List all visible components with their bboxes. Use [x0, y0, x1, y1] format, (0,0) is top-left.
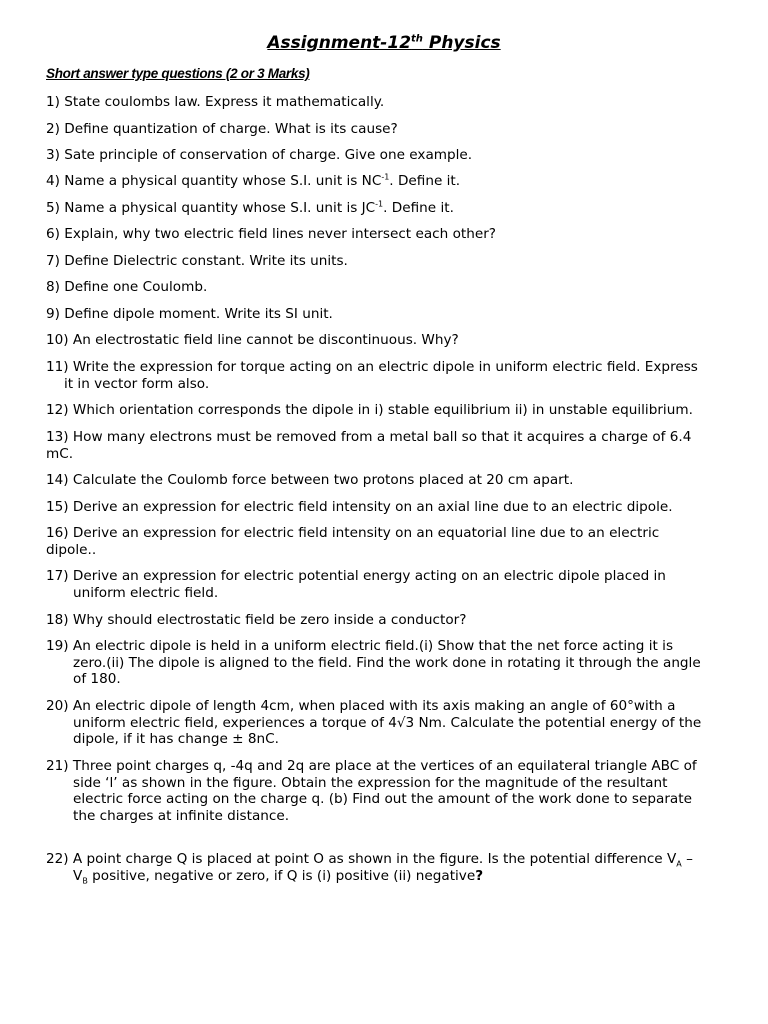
title-superscript: th — [411, 33, 423, 45]
question-22-subscript-b: B — [82, 876, 88, 886]
question-22-line-1 — [46, 851, 736, 868]
question-19-line-3: of 180. — [73, 671, 121, 687]
question-22-line-2 — [46, 868, 736, 885]
title-suffix: Physics — [422, 33, 501, 53]
question-11-line-1: 11) Write the expression for torque acting on an electric dipole in uniform electric field. Express — [46, 359, 698, 375]
question-22-text-2: positive, negative or zero, if Q is (i) positive (ii) negative — [87, 867, 476, 884]
question-6: 6) Explain, why two electric field lines never intersect each other? — [46, 226, 496, 242]
question-5-superscript: -1 — [375, 199, 384, 209]
question-13-line-2: mC. — [46, 445, 74, 462]
question-22-dash: – — [681, 851, 693, 867]
question-8: 8) Define one Coulomb. — [46, 279, 208, 295]
question-5 — [46, 200, 736, 217]
question-17 — [46, 568, 736, 601]
question-7: 7) Define Dielectric constant. Write its units. — [46, 253, 348, 269]
question-4-tail: . Define it. — [389, 173, 461, 189]
question-21-line-1: 21) Three point charges q, -4q and 2q are place at the vertices of an equilateral triangle ABC of — [46, 758, 697, 774]
question-13 — [46, 429, 736, 462]
question-11-line-2: it in vector form also. — [64, 375, 210, 392]
section-heading: Short answer type questions (2 or 3 Marks) — [46, 66, 310, 81]
title-prefix: Assignment-12 — [267, 33, 412, 53]
question-22-text: 22) A point charge Q is placed at point O as shown in the figure. Is the potential difference V — [46, 851, 677, 867]
question-22 — [46, 851, 736, 884]
question-1: 1) State coulombs law. Express it mathematically. — [46, 94, 385, 110]
question-16 — [46, 525, 736, 558]
question-20 — [46, 698, 736, 748]
question-20-line-2: uniform electric field, experiences a torque of 4√3 Nm. Calculate the potential energy of the — [73, 714, 702, 731]
question-17-line-1: 17) Derive an expression for electric potential energy acting on an electric dipole placed in — [46, 568, 666, 584]
question-13-line-1: 13) How many electrons must be removed from a metal ball so that it acquires a charge of 6.4 — [46, 429, 692, 445]
question-2: 2) Define quantization of charge. What is its cause? — [46, 121, 398, 137]
question-17-line-2: uniform electric field. — [73, 584, 219, 601]
question-4-superscript: -1 — [381, 172, 390, 182]
page-title — [0, 33, 768, 53]
question-16-line-2: dipole.. — [46, 541, 97, 558]
question-22-v: V — [73, 867, 83, 884]
question-20-line-1: 20) An electric dipole of length 4cm, when placed with its axis making an angle of 60°with a — [46, 698, 676, 714]
question-18: 18) Why should electrostatic field be zero inside a conductor? — [46, 612, 467, 628]
question-16-line-1: 16) Derive an expression for electric field intensity on an equatorial line due to an electric — [46, 525, 660, 541]
question-22-question-mark: ? — [475, 867, 484, 884]
question-22-subscript-a: A — [676, 859, 682, 869]
question-5-text: 5) Name a physical quantity whose S.I. unit is JC — [46, 200, 376, 216]
question-14: 14) Calculate the Coulomb force between two protons placed at 20 cm apart. — [46, 472, 574, 488]
question-12: 12) Which orientation corresponds the dipole in i) stable equilibrium ii) in unstable equilibrium. — [46, 402, 693, 418]
question-21 — [46, 758, 736, 824]
question-21-line-2: side ‘l’ as shown in the figure. Obtain the expression for the magnitude of the resultant — [73, 774, 668, 791]
question-20-line-3: dipole, if it has change ± 8nC. — [73, 731, 279, 747]
question-10: 10) An electrostatic field line cannot be discontinuous. Why? — [46, 332, 459, 348]
question-15: 15) Derive an expression for electric field intensity on an axial line due to an electric dipole. — [46, 499, 673, 515]
question-21-line-4: the charges at infinite distance. — [73, 807, 290, 824]
question-19-line-2: zero.(ii) The dipole is aligned to the field. Find the work done in rotating it through the angle — [73, 654, 701, 671]
question-3: 3) Sate principle of conservation of charge. Give one example. — [46, 147, 473, 163]
question-9: 9) Define dipole moment. Write its SI unit. — [46, 306, 333, 322]
question-19 — [46, 638, 736, 688]
question-4-text: 4) Name a physical quantity whose S.I. unit is NC — [46, 173, 382, 189]
question-11 — [46, 359, 736, 392]
question-21-line-3: electric force acting on the charge q. (b) Find out the amount of the work done to separate — [73, 791, 692, 807]
question-4 — [46, 173, 736, 190]
question-19-line-1: 19) An electric dipole is held in a uniform electric field.(i) Show that the net force acting it is — [46, 638, 674, 654]
question-5-tail: . Define it. — [383, 200, 454, 216]
